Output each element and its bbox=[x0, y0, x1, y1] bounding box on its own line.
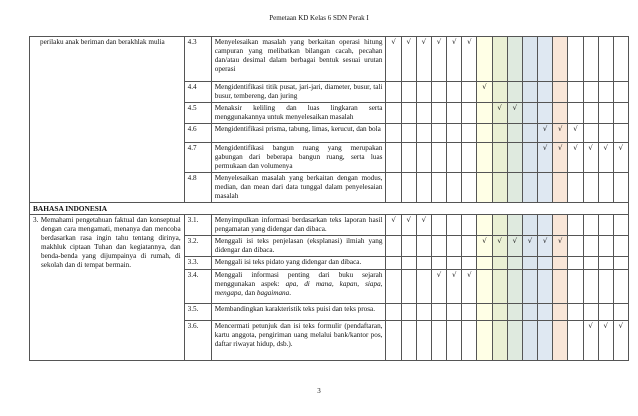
week-cell bbox=[386, 124, 401, 143]
check-mark: √ bbox=[618, 322, 624, 330]
section-title: BAHASA INDONESIA bbox=[30, 203, 629, 215]
week-cell bbox=[522, 173, 537, 203]
week-cell bbox=[401, 236, 416, 257]
week-cell bbox=[431, 82, 446, 103]
week-cell bbox=[613, 124, 628, 143]
week-cell bbox=[431, 321, 446, 361]
week-cell bbox=[401, 173, 416, 203]
kd-number: 3.3. bbox=[184, 257, 211, 270]
week-cell bbox=[401, 257, 416, 270]
week-cell bbox=[598, 82, 613, 103]
check-mark: √ bbox=[542, 237, 548, 245]
week-cell bbox=[462, 321, 477, 361]
week-cell bbox=[583, 257, 598, 270]
kd-number: 4.3 bbox=[184, 37, 211, 82]
week-cell bbox=[538, 124, 553, 143]
week-cell bbox=[553, 270, 568, 304]
week-cell bbox=[507, 173, 522, 203]
kd-text: Menggali isi teks penjelasan (eksplanasi) ilmiah yang didengar dan dibaca. bbox=[211, 236, 386, 257]
week-cell bbox=[613, 304, 628, 321]
week-cell bbox=[568, 215, 583, 236]
check-mark: √ bbox=[512, 104, 518, 112]
week-cell bbox=[568, 321, 583, 361]
check-mark: √ bbox=[451, 38, 457, 46]
table-body bbox=[30, 37, 629, 361]
page-number: 3 bbox=[317, 387, 321, 395]
kd-number: 4.7 bbox=[184, 143, 211, 173]
week-cell bbox=[598, 143, 613, 173]
week-cell bbox=[386, 82, 401, 103]
week-cell bbox=[416, 321, 431, 361]
week-cell bbox=[507, 103, 522, 124]
week-cell bbox=[477, 103, 492, 124]
check-mark: √ bbox=[558, 237, 563, 245]
ki-number: 3. bbox=[33, 216, 39, 224]
week-cell bbox=[416, 173, 431, 203]
week-cell bbox=[583, 103, 598, 124]
kd-text: Menyelesaikan masalah yang berkaitan dengan modus, median, dan mean dari data tunggal dalam penyelesaian masalah bbox=[211, 173, 386, 203]
week-cell bbox=[583, 304, 598, 321]
week-cell bbox=[538, 143, 553, 173]
check-mark: √ bbox=[482, 83, 487, 91]
week-cell bbox=[447, 82, 462, 103]
week-cell bbox=[431, 257, 446, 270]
kd-text-part: . bbox=[289, 289, 292, 297]
week-cell bbox=[522, 215, 537, 236]
week-cell bbox=[553, 124, 568, 143]
week-cell bbox=[507, 82, 522, 103]
week-cell bbox=[477, 236, 492, 257]
check-mark: √ bbox=[406, 216, 411, 224]
week-cell bbox=[447, 173, 462, 203]
week-cell bbox=[447, 143, 462, 173]
week-cell bbox=[507, 236, 522, 257]
week-cell bbox=[598, 270, 613, 304]
kd-text: Mengidentifikasi bangun ruang yang merupakan gabungan dari beberapa bangun ruang, serta luas permukaan dan volumenya bbox=[211, 143, 386, 173]
kd-text-italic: apa, di mana, kapan, siapa, mengapa, bbox=[214, 280, 383, 297]
week-cell bbox=[386, 37, 401, 82]
week-cell bbox=[431, 103, 446, 124]
week-cell bbox=[507, 124, 522, 143]
week-cell bbox=[538, 257, 553, 270]
ki-cell bbox=[30, 37, 185, 203]
week-cell bbox=[613, 82, 628, 103]
check-mark: √ bbox=[421, 216, 427, 224]
ki-block bbox=[33, 216, 181, 270]
week-cell bbox=[553, 215, 568, 236]
check-mark: √ bbox=[497, 237, 502, 245]
week-cell bbox=[431, 304, 446, 321]
page-header: Pemetaan KD Kelas 6 SDN Perak I bbox=[269, 14, 369, 22]
week-cell bbox=[447, 304, 462, 321]
week-cell bbox=[568, 82, 583, 103]
week-cell bbox=[538, 304, 553, 321]
check-mark: √ bbox=[558, 125, 563, 133]
check-mark: √ bbox=[391, 38, 396, 46]
week-cell bbox=[522, 124, 537, 143]
week-cell bbox=[401, 215, 416, 236]
week-cell bbox=[613, 321, 628, 361]
ki-text: perilaku anak beriman dan berakhlak mulia bbox=[40, 38, 165, 46]
week-cell bbox=[386, 173, 401, 203]
check-mark: √ bbox=[573, 144, 578, 152]
week-cell bbox=[492, 270, 507, 304]
week-cell bbox=[447, 124, 462, 143]
kd-number: 4.6 bbox=[184, 124, 211, 143]
week-cell bbox=[477, 37, 492, 82]
week-cell bbox=[431, 37, 446, 82]
week-cell bbox=[538, 215, 553, 236]
week-cell bbox=[447, 236, 462, 257]
check-mark: √ bbox=[497, 104, 502, 112]
kd-number: 3.1. bbox=[184, 215, 211, 236]
week-cell bbox=[492, 82, 507, 103]
week-cell bbox=[477, 257, 492, 270]
week-cell bbox=[386, 321, 401, 361]
check-mark: √ bbox=[573, 125, 578, 133]
week-cell bbox=[462, 37, 477, 82]
kd-number: 4.4 bbox=[184, 82, 211, 103]
week-cell bbox=[507, 215, 522, 236]
week-cell bbox=[416, 37, 431, 82]
kd-number: 3.5. bbox=[184, 304, 211, 321]
week-cell bbox=[538, 82, 553, 103]
week-cell bbox=[583, 37, 598, 82]
week-cell bbox=[492, 124, 507, 143]
check-mark: √ bbox=[618, 144, 624, 152]
week-cell bbox=[492, 236, 507, 257]
week-cell bbox=[583, 143, 598, 173]
week-cell bbox=[492, 143, 507, 173]
week-cell bbox=[492, 37, 507, 82]
week-cell bbox=[553, 37, 568, 82]
week-cell bbox=[568, 236, 583, 257]
week-cell bbox=[553, 257, 568, 270]
week-cell bbox=[477, 215, 492, 236]
week-cell bbox=[568, 143, 583, 173]
week-cell bbox=[522, 304, 537, 321]
week-cell bbox=[568, 124, 583, 143]
week-cell bbox=[507, 270, 522, 304]
week-cell bbox=[447, 270, 462, 304]
week-cell bbox=[462, 257, 477, 270]
week-cell bbox=[416, 82, 431, 103]
week-cell bbox=[386, 143, 401, 173]
kd-text: Menaksir keliling dan luas lingkaran serta menggunakannya untuk menyelesaikan masalah bbox=[211, 103, 386, 124]
kd-number: 3.6. bbox=[184, 321, 211, 361]
week-cell bbox=[522, 82, 537, 103]
week-cell bbox=[431, 215, 446, 236]
check-mark: √ bbox=[467, 271, 472, 279]
week-cell bbox=[462, 82, 477, 103]
week-cell bbox=[568, 37, 583, 82]
week-cell bbox=[522, 270, 537, 304]
week-cell bbox=[462, 236, 477, 257]
week-cell bbox=[553, 103, 568, 124]
week-cell bbox=[401, 37, 416, 82]
check-mark: √ bbox=[512, 237, 518, 245]
week-cell bbox=[568, 257, 583, 270]
week-cell bbox=[598, 103, 613, 124]
kd-number: 3.4. bbox=[184, 270, 211, 304]
week-cell bbox=[462, 304, 477, 321]
check-mark: √ bbox=[527, 237, 533, 245]
week-cell bbox=[553, 236, 568, 257]
week-cell bbox=[477, 270, 492, 304]
week-cell bbox=[507, 37, 522, 82]
check-mark: √ bbox=[451, 271, 457, 279]
kd-text: Menyimpulkan informasi berdasarkan teks laporan hasil pengamatan yang didengar dan dibaca. bbox=[211, 215, 386, 236]
week-cell bbox=[416, 103, 431, 124]
kd-text: Menggali isi teks pidato yang didengar dan dibaca. bbox=[211, 257, 386, 270]
week-cell bbox=[583, 82, 598, 103]
kd-text-italic: bagaimana bbox=[256, 289, 290, 297]
week-cell bbox=[401, 143, 416, 173]
kd-text: Mencermati petunjuk dan isi teks formulir (pendaftaran, kartu anggota, pengiriman uang melalui bank/kantor pos, daftar riwayat hidup, dsb.). bbox=[211, 321, 386, 361]
week-cell bbox=[386, 270, 401, 304]
week-cell bbox=[568, 173, 583, 203]
week-cell bbox=[401, 321, 416, 361]
week-cell bbox=[431, 124, 446, 143]
week-cell bbox=[447, 37, 462, 82]
week-cell bbox=[477, 173, 492, 203]
week-cell bbox=[568, 304, 583, 321]
week-cell bbox=[416, 257, 431, 270]
week-cell bbox=[613, 173, 628, 203]
week-cell bbox=[522, 236, 537, 257]
week-cell bbox=[598, 304, 613, 321]
kd-text bbox=[211, 270, 386, 304]
kd-text: Membandingkan karakteristik teks puisi dan teks prosa. bbox=[211, 304, 386, 321]
week-cell bbox=[462, 270, 477, 304]
week-cell bbox=[492, 257, 507, 270]
week-cell bbox=[613, 270, 628, 304]
check-mark: √ bbox=[603, 322, 608, 330]
week-cell bbox=[598, 236, 613, 257]
week-cell bbox=[401, 270, 416, 304]
week-cell bbox=[462, 143, 477, 173]
week-cell bbox=[613, 215, 628, 236]
week-cell bbox=[386, 103, 401, 124]
week-cell bbox=[507, 304, 522, 321]
week-cell bbox=[583, 124, 598, 143]
ki-text: Memahami pengetahuan faktual dan konseptual dengan cara mengamati, menanya dan mencoba berdasarkan rasa ingin tahu tentang dirinya, makhluk ciptaan Tuhan dan kegiatannya, dan benda-benda yang dijumpainya di rumah, di sekolah dan di tempat bermain. bbox=[40, 216, 181, 269]
week-cell bbox=[492, 321, 507, 361]
week-cell bbox=[431, 270, 446, 304]
week-cell bbox=[598, 124, 613, 143]
week-cell bbox=[431, 143, 446, 173]
week-cell bbox=[568, 103, 583, 124]
week-cell bbox=[386, 215, 401, 236]
week-cell bbox=[538, 321, 553, 361]
week-cell bbox=[416, 304, 431, 321]
week-cell bbox=[613, 236, 628, 257]
kd-text: Mengidentifikasi titik pusat, jari-jari, diameter, busur, tali busur, tembereng, dan juring bbox=[211, 82, 386, 103]
table-row bbox=[30, 37, 629, 82]
check-mark: √ bbox=[436, 38, 442, 46]
week-cell bbox=[598, 173, 613, 203]
week-cell bbox=[598, 257, 613, 270]
week-cell bbox=[431, 173, 446, 203]
week-cell bbox=[613, 103, 628, 124]
check-mark: √ bbox=[421, 38, 427, 46]
check-mark: √ bbox=[588, 322, 593, 330]
week-cell bbox=[507, 143, 522, 173]
week-cell bbox=[401, 304, 416, 321]
check-mark: √ bbox=[406, 38, 411, 46]
ki-cell bbox=[30, 215, 185, 361]
check-mark: √ bbox=[482, 237, 487, 245]
week-cell bbox=[447, 257, 462, 270]
week-cell bbox=[492, 173, 507, 203]
week-cell bbox=[598, 321, 613, 361]
week-cell bbox=[613, 257, 628, 270]
week-cell bbox=[553, 304, 568, 321]
section-row bbox=[30, 203, 629, 215]
week-cell bbox=[553, 82, 568, 103]
week-cell bbox=[462, 173, 477, 203]
week-cell bbox=[416, 124, 431, 143]
week-cell bbox=[401, 124, 416, 143]
check-mark: √ bbox=[391, 216, 396, 224]
week-cell bbox=[492, 215, 507, 236]
week-cell bbox=[538, 103, 553, 124]
week-cell bbox=[462, 103, 477, 124]
week-cell bbox=[386, 304, 401, 321]
week-cell bbox=[386, 236, 401, 257]
week-cell bbox=[553, 173, 568, 203]
check-mark: √ bbox=[467, 38, 472, 46]
kd-number: 3.2. bbox=[184, 236, 211, 257]
week-cell bbox=[477, 143, 492, 173]
kd-number: 4.8 bbox=[184, 173, 211, 203]
week-cell bbox=[583, 236, 598, 257]
kd-text-part: dan bbox=[242, 289, 257, 297]
week-cell bbox=[462, 124, 477, 143]
week-cell bbox=[462, 215, 477, 236]
week-cell bbox=[416, 236, 431, 257]
kd-text-part: Menggali informasi penting dari buku sejarah menggunakan aspek: bbox=[214, 271, 383, 288]
week-cell bbox=[507, 321, 522, 361]
week-cell bbox=[447, 103, 462, 124]
kd-number: 4.5 bbox=[184, 103, 211, 124]
check-mark: √ bbox=[542, 125, 548, 133]
week-cell bbox=[538, 173, 553, 203]
week-cell bbox=[568, 270, 583, 304]
week-cell bbox=[583, 270, 598, 304]
week-cell bbox=[583, 321, 598, 361]
week-cell bbox=[613, 37, 628, 82]
check-mark: √ bbox=[588, 144, 593, 152]
week-cell bbox=[416, 215, 431, 236]
week-cell bbox=[538, 37, 553, 82]
week-cell bbox=[522, 103, 537, 124]
kd-mapping-table bbox=[29, 36, 629, 361]
table-row bbox=[30, 215, 629, 236]
week-cell bbox=[477, 82, 492, 103]
check-mark: √ bbox=[542, 144, 548, 152]
kd-text: Mengidentifikasi prisma, tabung, limas, kerucut, dan bola bbox=[211, 124, 386, 143]
week-cell bbox=[553, 143, 568, 173]
week-cell bbox=[522, 257, 537, 270]
week-cell bbox=[431, 236, 446, 257]
week-cell bbox=[401, 103, 416, 124]
week-cell bbox=[477, 321, 492, 361]
week-cell bbox=[538, 236, 553, 257]
week-cell bbox=[492, 103, 507, 124]
week-cell bbox=[553, 321, 568, 361]
week-cell bbox=[416, 270, 431, 304]
week-cell bbox=[447, 321, 462, 361]
kd-text: Menyelesaikan masalah yang berkaitan operasi hitung campuran yang melibatkan bilangan cacah, pecahan dan/atau desimal dalam berbagai bentuk sesuai urutan operasi bbox=[211, 37, 386, 82]
check-mark: √ bbox=[558, 144, 563, 152]
week-cell bbox=[477, 124, 492, 143]
week-cell bbox=[613, 143, 628, 173]
week-cell bbox=[507, 257, 522, 270]
week-cell bbox=[447, 215, 462, 236]
week-cell bbox=[598, 215, 613, 236]
week-cell bbox=[522, 37, 537, 82]
week-cell bbox=[477, 304, 492, 321]
week-cell bbox=[538, 270, 553, 304]
week-cell bbox=[522, 321, 537, 361]
week-cell bbox=[386, 257, 401, 270]
check-mark: √ bbox=[603, 144, 608, 152]
week-cell bbox=[492, 304, 507, 321]
week-cell bbox=[522, 143, 537, 173]
week-cell bbox=[598, 37, 613, 82]
week-cell bbox=[583, 215, 598, 236]
week-cell bbox=[401, 82, 416, 103]
week-cell bbox=[416, 143, 431, 173]
week-cell bbox=[583, 173, 598, 203]
check-mark: √ bbox=[436, 271, 442, 279]
